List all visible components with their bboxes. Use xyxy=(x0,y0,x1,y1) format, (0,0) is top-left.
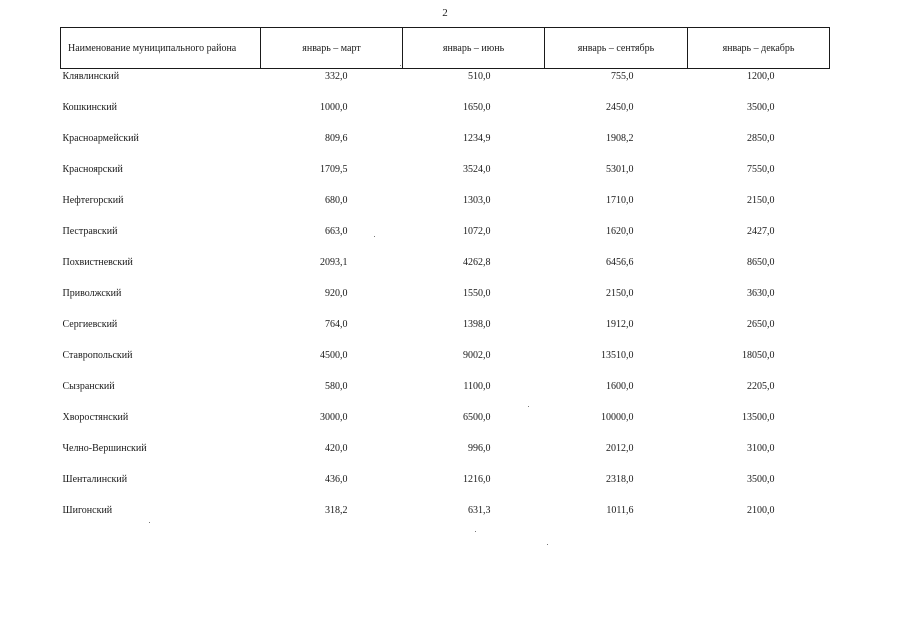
jan-jun-cell: 1303,0 xyxy=(463,195,491,206)
jan-mar-cell: 764,0 xyxy=(325,319,348,330)
table-row xyxy=(61,503,830,534)
jan-mar-cell: 318,2 xyxy=(325,505,348,516)
jan-dec-cell: 2427,0 xyxy=(747,226,775,237)
district-name-cell: Шенталинский xyxy=(62,474,128,485)
district-name-cell: Нефтегорский xyxy=(62,195,124,206)
district-name-cell: Сергиевский xyxy=(62,319,118,330)
district-name-cell: Сызранский xyxy=(62,381,115,392)
jan-dec-cell: 2850,0 xyxy=(747,133,775,144)
table-row xyxy=(61,162,830,193)
jan-jun-cell: 9002,0 xyxy=(463,350,491,361)
jan-sep-cell: 2150,0 xyxy=(606,288,634,299)
jan-sep-cell: 1011,6 xyxy=(606,505,634,516)
jan-jun-cell: 631,3 xyxy=(468,505,491,516)
jan-sep-cell: 1912,0 xyxy=(606,319,634,330)
table-row xyxy=(61,224,830,255)
jan-dec-cell: 3100,0 xyxy=(747,443,775,454)
district-name-cell: Клявлинский xyxy=(62,71,120,82)
table-row xyxy=(61,472,830,503)
table-row xyxy=(61,131,830,162)
jan-jun-cell: 1100,0 xyxy=(463,381,491,392)
header-jan-jun: январь – июнь xyxy=(403,28,545,69)
table-header-row xyxy=(61,28,830,69)
jan-jun-cell: 6500,0 xyxy=(463,412,491,423)
jan-jun-cell: 510,0 xyxy=(468,71,491,82)
district-name-cell: Шигонский xyxy=(62,505,113,516)
jan-dec-cell: 2650,0 xyxy=(747,319,775,330)
jan-sep-cell: 5301,0 xyxy=(606,164,634,175)
jan-mar-cell: 920,0 xyxy=(325,288,348,299)
jan-sep-cell: 2318,0 xyxy=(606,474,634,485)
jan-sep-cell: 1600,0 xyxy=(606,381,634,392)
scan-speck xyxy=(547,544,548,545)
jan-jun-cell: 1234,9 xyxy=(463,133,491,144)
jan-sep-cell: 6456,6 xyxy=(606,257,634,268)
district-name-cell: Пестравский xyxy=(62,226,118,237)
jan-jun-cell: 3524,0 xyxy=(463,164,491,175)
jan-mar-cell: 663,0 xyxy=(325,226,348,237)
jan-jun-cell: 4262,8 xyxy=(463,257,491,268)
table-body xyxy=(61,69,830,535)
district-name-cell: Кошкинский xyxy=(62,102,117,113)
jan-dec-cell: 2150,0 xyxy=(747,195,775,206)
header-jan-sep: январь – сентябрь xyxy=(545,28,688,69)
jan-mar-cell: 3000,0 xyxy=(320,412,348,423)
jan-dec-cell: 2100,0 xyxy=(747,505,775,516)
jan-jun-cell: 1072,0 xyxy=(463,226,491,237)
jan-mar-cell: 680,0 xyxy=(325,195,348,206)
table-row xyxy=(61,410,830,441)
jan-dec-cell: 3500,0 xyxy=(747,474,775,485)
jan-jun-cell: 1398,0 xyxy=(463,319,491,330)
jan-dec-cell: 7550,0 xyxy=(747,164,775,175)
jan-dec-cell: 18050,0 xyxy=(742,350,775,361)
table-row xyxy=(61,255,830,286)
jan-mar-cell: 332,0 xyxy=(325,71,348,82)
jan-mar-cell: 2093,1 xyxy=(320,257,348,268)
jan-mar-cell: 1709,5 xyxy=(320,164,348,175)
district-name-cell: Красноярский xyxy=(62,164,123,175)
jan-dec-cell: 13500,0 xyxy=(742,412,775,423)
district-name-cell: Приволжский xyxy=(62,288,122,299)
jan-sep-cell: 13510,0 xyxy=(601,350,634,361)
scan-speck xyxy=(528,406,529,407)
jan-dec-cell: 3630,0 xyxy=(747,288,775,299)
table-row xyxy=(61,69,830,101)
jan-jun-cell: 996,0 xyxy=(468,443,491,454)
district-name-cell: Ставропольский xyxy=(62,350,133,361)
scan-speck xyxy=(149,522,150,523)
scan-speck xyxy=(400,65,401,66)
jan-sep-cell: 1710,0 xyxy=(606,195,634,206)
scan-speck xyxy=(475,531,476,532)
header-jan-dec: январь – декабрь xyxy=(688,28,830,69)
table-row xyxy=(61,100,830,131)
jan-mar-cell: 809,6 xyxy=(325,133,348,144)
jan-jun-cell: 1216,0 xyxy=(463,474,491,485)
jan-dec-cell: 3500,0 xyxy=(747,102,775,113)
jan-jun-cell: 1650,0 xyxy=(463,102,491,113)
district-data-table xyxy=(60,27,830,534)
table-row xyxy=(61,286,830,317)
district-name-cell: Красноармейский xyxy=(62,133,139,144)
page-number: 2 xyxy=(442,7,448,19)
jan-sep-cell: 1620,0 xyxy=(606,226,634,237)
table-row xyxy=(61,441,830,472)
jan-dec-cell: 2205,0 xyxy=(747,381,775,392)
table-row xyxy=(61,348,830,379)
jan-dec-cell: 8650,0 xyxy=(747,257,775,268)
jan-mar-cell: 580,0 xyxy=(325,381,348,392)
jan-jun-cell: 1550,0 xyxy=(463,288,491,299)
district-name-cell: Хворостянский xyxy=(62,412,129,423)
jan-dec-cell: 1200,0 xyxy=(747,71,775,82)
jan-sep-cell: 2012,0 xyxy=(606,443,634,454)
table-row xyxy=(61,317,830,348)
jan-mar-cell: 436,0 xyxy=(325,474,348,485)
jan-mar-cell: 4500,0 xyxy=(320,350,348,361)
jan-sep-cell: 755,0 xyxy=(611,71,634,82)
jan-sep-cell: 2450,0 xyxy=(606,102,634,113)
table-row xyxy=(61,379,830,410)
jan-sep-cell: 1908,2 xyxy=(606,133,634,144)
header-jan-mar: январь – март xyxy=(261,28,403,69)
district-name-cell: Похвистневский xyxy=(62,257,133,268)
jan-mar-cell: 1000,0 xyxy=(320,102,348,113)
jan-mar-cell: 420,0 xyxy=(325,443,348,454)
jan-sep-cell: 10000,0 xyxy=(601,412,634,423)
district-name-cell: Челно-Вершинский xyxy=(62,443,147,454)
scan-speck xyxy=(374,236,375,237)
table-row xyxy=(61,193,830,224)
header-district-name: Наименование муниципального района xyxy=(61,28,261,69)
